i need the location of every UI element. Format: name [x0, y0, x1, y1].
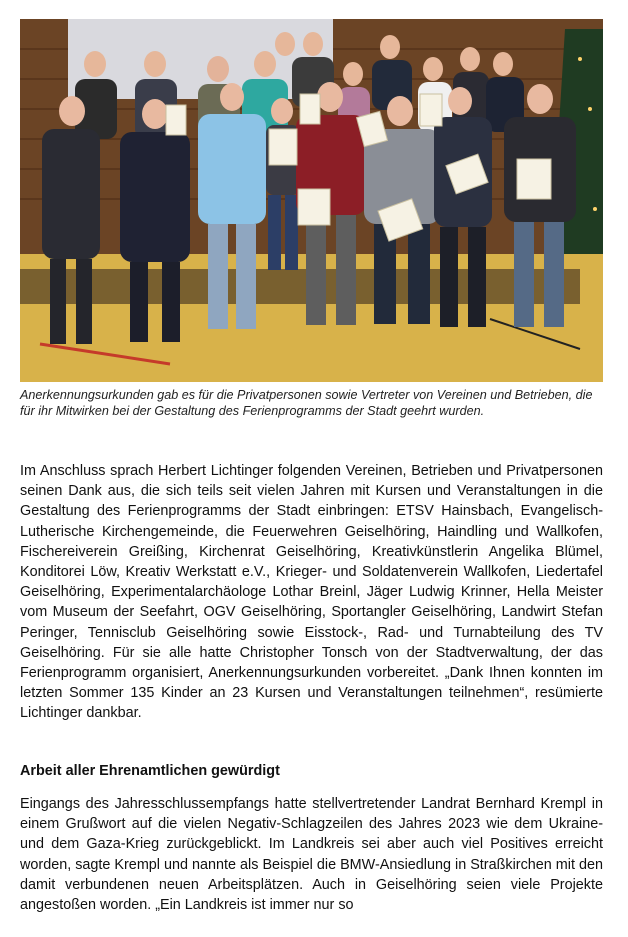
- group-photo: [20, 19, 603, 382]
- group-photo-illustration: [20, 19, 603, 382]
- photo-caption: Anerkennungsurkunden gab es für die Privatpersonen sowie Vertreter von Vereinen und Betrieben, die für ihr Mitwirken bei der Gestaltung des Ferienprogramms der Stadt geehrt wurden.: [20, 388, 593, 418]
- section-heading: Arbeit aller Ehrenamtlichen gewürdigt: [20, 763, 280, 779]
- body-paragraph-2: Eingangs des Jahresschlussempfangs hatte stellvertretender Landrat Bernhard Krempl in einem Grußwort auf die vielen Negativ-Schlagzeilen des Jahres 2023 wie dem Ukraine- und dem Gaza-Krieg zurückgeblickt. Im Landkreis sei aber auch viel Positives erreicht worden, sagte Krempl und nannte als Beispiel die BMW-Ansiedlung in Straßkirchen mit den damit verbundenen neuen Arbeitsplätzen. Auch in Geiselhöring seien viele Projekte angestoßen worden. „Ein Landkreis ist immer nur so: [20, 796, 603, 914]
- body-paragraph-1: Im Anschluss sprach Herbert Lichtinger folgenden Vereinen, Betrieben und Privatpersonen seinen Dank aus, die sich teils seit vielen Jahren mit Kursen und Veranstaltungen in die Gestaltung des Ferienprogramms der Stadt einbringen: ETSV Hainsbach, Evangelisch-Lutherische Kirchengemeinde, die Feuerwehren Geiselhöring, Haindling und Wallkofen, Fischereiverein Greißing, Kirchenrat Geiselhöring, Kreativkünstlerin Angelika Blümel, Konditorei Löw, Kreativ Werkstatt e.V., Krieger- und Soldatenverein Wallkofen, Liedertafel Geiselhöring, Experimentalarchäologe Lothar Breinl, Jäger Ludwig Krinner, Hella Meister vom Museum der Seefahrt, OGV Geiselhöring, Sportangler Geiselhöring, Landwirt Stefan Peringer, Tennisclub Geiselhöring sowie Eisstock-, Rad- und Turnabteilung des TV Geiselhöring. Für sie alle hatte Christopher Tonsch von der Stadtverwaltung, der das Ferienprogramm organisiert, Anerkennungsurkunden vorbereitet. „Dank Ihnen konnten im letzten Sommer 135 Kinder an 23 Kursen und Veranstaltungen teilnehmen“, resümierte Lichtinger dankbar.: [20, 463, 603, 722]
